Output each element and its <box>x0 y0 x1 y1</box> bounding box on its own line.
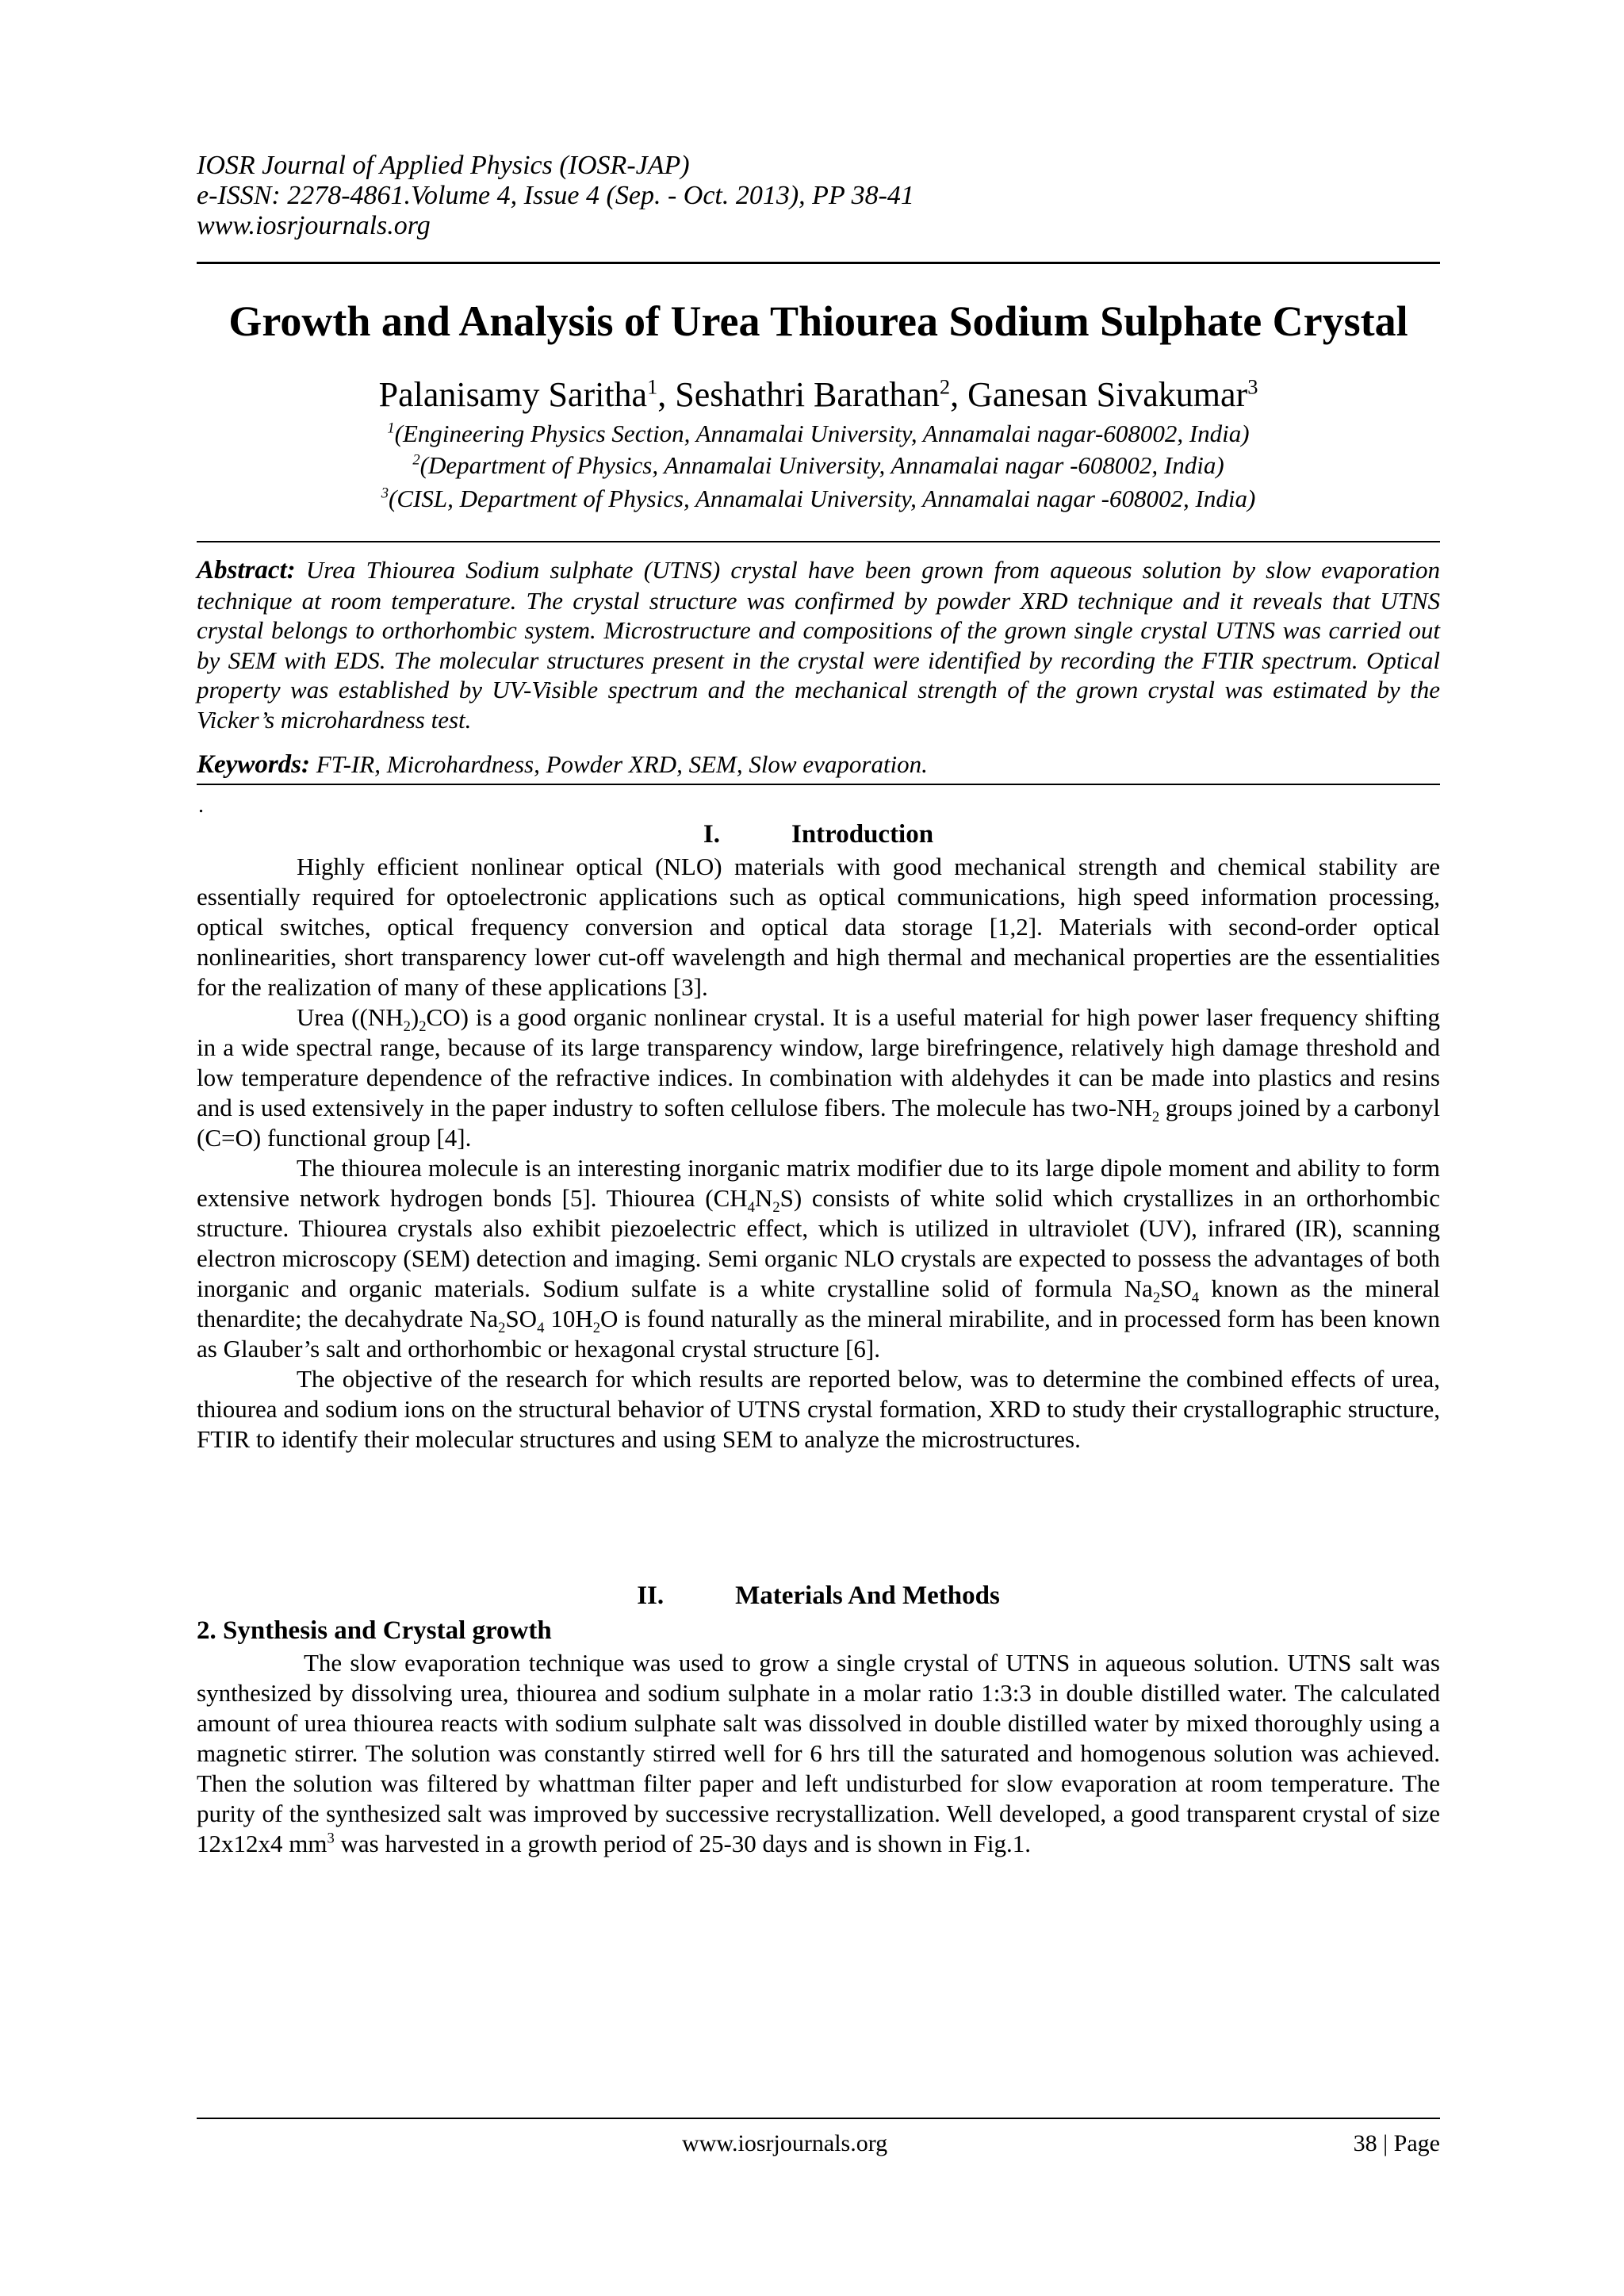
synthesis-body <box>197 1648 1440 1859</box>
section-title: Introduction <box>791 820 934 849</box>
affiliation <box>197 484 1440 514</box>
affiliation-mark: 1 <box>387 420 395 437</box>
paragraph: Highly efficient nonlinear optical (NLO) materials with good mechanical strength and chemical stability are essentially required for optoelectronic applications such as optical communications, high speed information processing, optical switches, optical frequency conversion and optical data storage [1,2]. Materials with second-order optical nonlinearities, short transparency lower cut-off wavelength and high thermal and mechanical properties are the essentialities for the realization of many of these applications [3]. <box>197 853 1440 1001</box>
journal-issn: e-ISSN: 2278-4861.Volume 4, Issue 4 (Sep. - Oct. 2013), PP 38-41 <box>197 181 914 210</box>
author-separator: , <box>950 375 968 414</box>
section-number: I. <box>703 820 720 849</box>
affiliation <box>197 419 1440 449</box>
abstract-label: Abstract: <box>197 556 296 585</box>
abstract-top-divider <box>197 541 1440 542</box>
section-title: Materials And Methods <box>735 1581 1000 1610</box>
author-affiliation-mark: 1 <box>647 374 658 399</box>
abstract-text: Urea Thiourea Sodium sulphate (UTNS) crystal have been grown from aqueous solution by slow evaporation technique at room temperature. The crystal structure was confirmed by powder XRD technique and it reveals that UTNS crystal belongs to orthorhombic system. Microstructure and compositions of the grown single crystal UTNS was carried out by SEM with EDS. The molecular structures present in the crystal were identified by recording the FTIR spectrum. Optical property was established by UV-Visible spectrum and the mechanical strength of the grown crystal was estimated by the Vicker’s microhardness test. <box>197 556 1440 734</box>
affiliation-mark: 3 <box>381 485 389 502</box>
section-heading-materials-methods <box>197 1580 1440 1612</box>
paper-title: Growth and Analysis of Urea Thiourea Sodium Sulphate Crystal <box>228 297 1408 345</box>
paragraph: The objective of the research for which results are reported below, was to determine the combined effects of urea, thiourea and sodium ions on the structural behavior of UTNS crystal formation, XRD to study their crystallographic structure, FTIR to identify their molecular structures and using SEM to analyze the microstructures. <box>197 1365 1440 1453</box>
header-divider <box>197 262 1440 264</box>
author-affiliation-mark: 2 <box>939 374 951 399</box>
journal-header <box>197 151 1440 241</box>
abstract <box>197 555 1440 734</box>
author-separator: , <box>657 375 676 414</box>
paragraph: The thiourea molecule is an interesting inorganic matrix modifier due to its large dipole moment and ability to form extensive network hydrogen bonds [5]. Thiourea $(CH_4N_2S)$ consists of white solid which crystallizes in an orthorhombic structure. Thiourea crystals also exhibit piezoelectric effect, which is utilized in ultraviolet (UV), infrared (IR), scanning electron microscopy (SEM) detection and imaging. Semi organic NLO crystals are expected to possess the advantages of both inorganic and organic materials. Sodium sulfate is a white crystalline solid of formula $Na_2SO_4$ known as the mineral thenardite; the decahydrate $Na_2SO_4$ $10H_2O$ is found naturally as the mineral mirabilite, and in processed form has been known as Glauber’s salt and orthorhombic or hexagonal crystal structure [6]. <box>197 1154 1441 1363</box>
author-affiliation-mark: 3 <box>1247 374 1258 399</box>
paragraph: Urea $((NH_2)_2CO)$ is a good organic nonlinear crystal. It is a useful material for high power laser frequency shifting in a wide spectral range, because of its large transparency window, large birefringence, relatively high damage threshold and low temperature dependence of the refractive indices. In combination with aldehydes it can be made into plastics and resins and is used extensively in the paper industry to soften cellulose fibers. The molecule has two-$NH_2$ groups joined by a carbonyl (C=O) functional group [4]. <box>197 1003 1441 1152</box>
stray-mark: . <box>198 793 204 818</box>
affiliation <box>197 450 1440 481</box>
affiliation-text: (Department of Physics, Annamalai University, Annamalai nagar -608002, India) <box>419 451 1224 479</box>
keywords-label: Keywords: <box>197 750 310 779</box>
author-name: Palanisamy Saritha <box>378 375 648 414</box>
abstract-bottom-divider <box>197 784 1440 785</box>
affiliation-text: (CISL, Department of Physics, Annamalai University, Annamalai nagar -608002, India) <box>389 485 1256 512</box>
affiliation-text: (Engineering Physics Section, Annamalai University, Annamalai nagar-608002, India) <box>394 420 1250 447</box>
section-number: II. <box>637 1581 665 1610</box>
paragraph: The slow evaporation technique was used to grow a single crystal of UTNS in aqueous solution. UTNS salt was synthesized by dissolving urea, thiourea and sodium sulphate in a molar ratio 1:3:3 in double distilled water. The calculated amount of urea thiourea reacts with sodium sulphate salt was dissolved in double distilled water by mixed thoroughly using a magnetic stirrer. The solution was constantly stirred well for 6 hrs till the saturated and homogenous solution was achieved. Then the solution was filtered by whattman filter paper and left undisturbed for slow evaporation at room temperature. The purity of the synthesized salt was improved by successive recrystallization. Well developed, a good transparent crystal of size 12x12x4 $mm^3$ was harvested in a growth period of 25-30 days and is shown in Fig.1. <box>197 1649 1440 1857</box>
introduction-body <box>197 852 1440 1455</box>
footer-divider <box>197 2118 1440 2119</box>
keywords-text: FT-IR, Microhardness, Powder XRD, SEM, Slow evaporation. <box>310 750 928 778</box>
journal-website: www.iosrjournals.org <box>197 211 431 240</box>
keywords <box>197 749 1440 780</box>
subsection-heading: 2. Synthesis and Crystal growth <box>197 1616 552 1645</box>
journal-name: IOSR Journal of Applied Physics (IOSR-JAP) <box>197 151 690 180</box>
author-list <box>197 373 1440 417</box>
author-name: Seshathri Barathan <box>675 375 940 414</box>
author-name: Ganesan Sivakumar <box>967 375 1248 414</box>
section-heading-introduction <box>197 818 1440 850</box>
affiliation-mark: 2 <box>412 451 420 469</box>
footer-page-number: 38 | Page <box>1353 2130 1440 2156</box>
footer-website: www.iosrjournals.org <box>682 2130 888 2156</box>
